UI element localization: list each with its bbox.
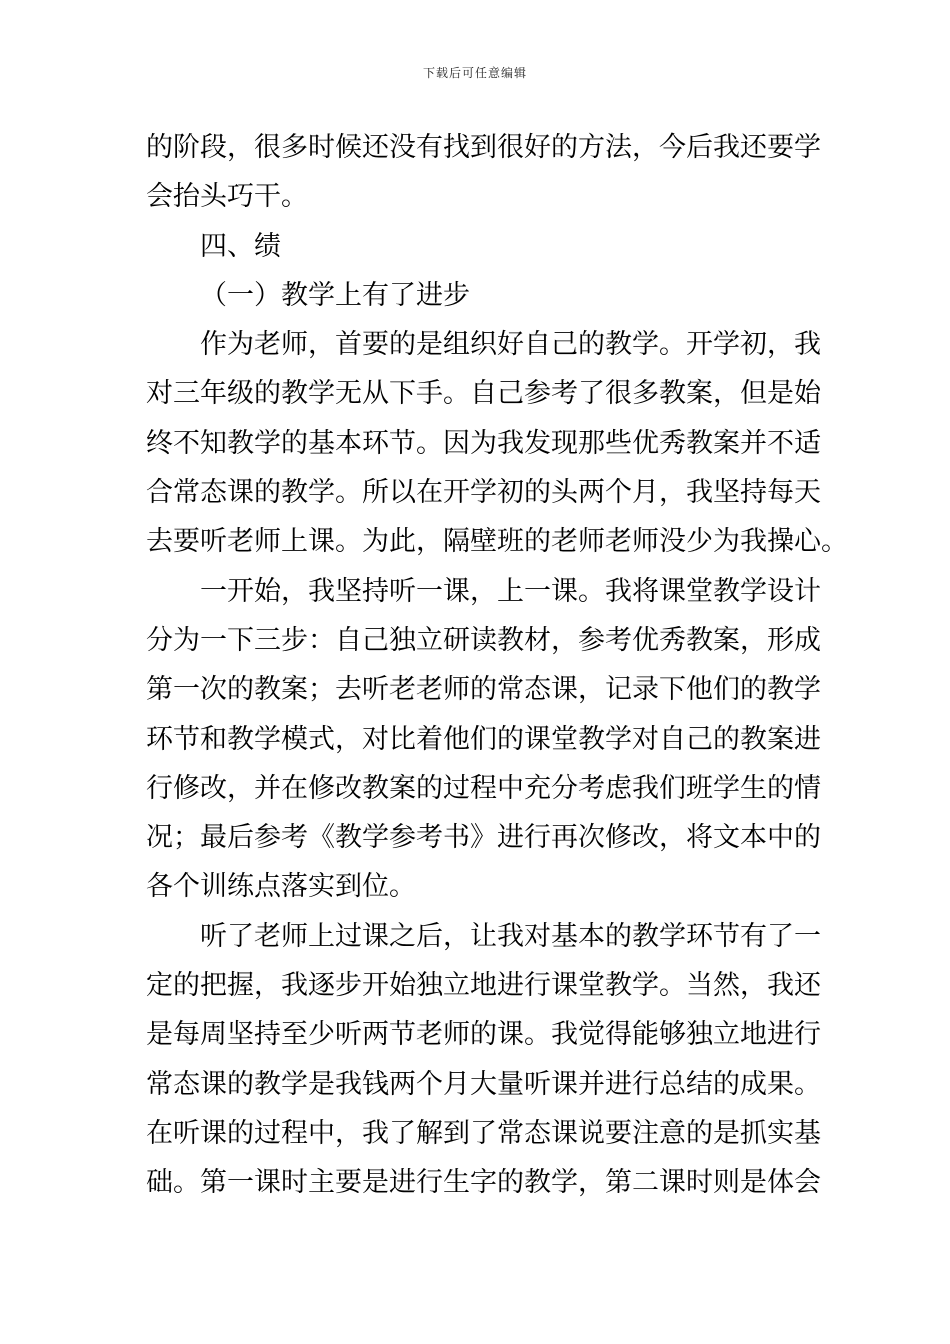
text-line: 础。第一课时主要是进行生字的教学，第二课时则是体会 — [146, 1167, 821, 1199]
text-line: 的阶段，很多时候还没有找到很好的方法，今后我还要学 — [146, 132, 821, 163]
text-line: 在听课的过程中，我了解到了常态课说要注意的是抓实基 — [146, 1117, 821, 1149]
text-line: 行修改，并在修改教案的过程中充分考虑我们班学生的情 — [146, 772, 821, 804]
text-line: 第一次的教案；去听老老师的常态课，记录下他们的教学 — [146, 674, 821, 706]
text-line: 对三年级的教学无从下手。自己参考了很多教案，但是始 — [146, 378, 821, 410]
text-line: 分为一下三步：自己独立研读教材，参考优秀教案，形成 — [146, 624, 821, 656]
paragraph-start: 听了老师上过课之后，让我对基本的教学环节有了一 — [200, 920, 821, 952]
text-line: 各个训练点落实到位。 — [146, 871, 416, 903]
subsection-heading: （一）教学上有了进步 — [200, 279, 470, 311]
text-line: 况；最后参考《教学参考书》进行再次修改，将文本中的 — [146, 822, 821, 854]
text-line: 常态课的教学是我钱两个月大量听课并进行总结的成果。 — [146, 1068, 821, 1100]
text-line: 环节和教学模式，对比着他们的课堂教学对自己的教案进 — [146, 723, 821, 755]
paragraph-start: 一开始，我坚持听一课，上一课。我将课堂教学设计 — [200, 575, 821, 607]
text-line: 去要听老师上课。为此，隔壁班的老师老师没少为我操心。 — [146, 526, 848, 558]
text-line: 会抬头巧干。 — [146, 181, 308, 213]
section-heading: 四、绩 — [200, 230, 281, 262]
text-line: 合常态课的教学。所以在开学初的头两个月，我坚持每天 — [146, 477, 821, 509]
paragraph-start: 作为老师，首要的是组织好自己的教学。开学初，我 — [200, 329, 821, 361]
page-header: 下载后可任意编辑 — [422, 66, 527, 80]
text-line: 定的把握，我逐步开始独立地进行课堂教学。当然，我还 — [146, 970, 821, 1002]
document-body — [146, 123, 848, 1208]
text-line: 终不知教学的基本环节。因为我发现那些优秀教案并不适 — [146, 427, 821, 459]
text-line: 是每周坚持至少听两节老师的课。我觉得能够独立地进行 — [146, 1019, 821, 1051]
